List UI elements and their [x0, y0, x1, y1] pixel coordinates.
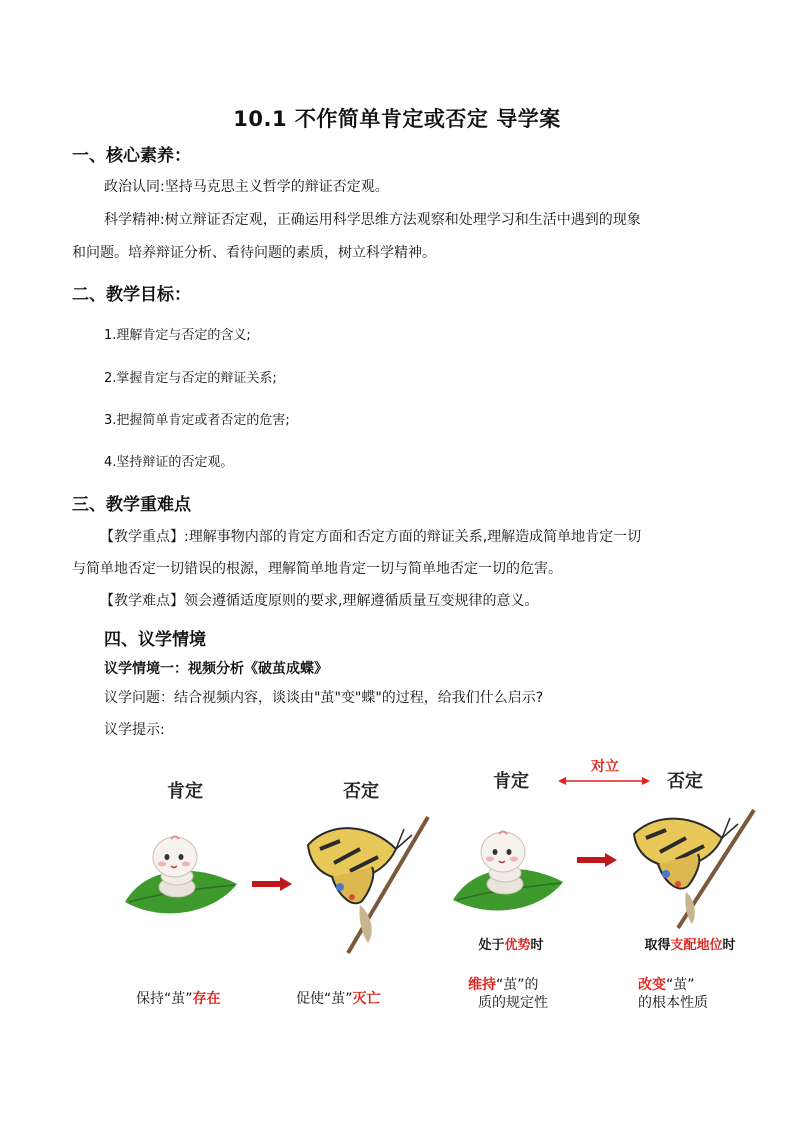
caption-keep-exist	[136, 988, 221, 1008]
caption-maintain-line1	[468, 974, 539, 994]
caption-dominant-b: 优势	[504, 938, 531, 953]
opposition-arrow-icon	[558, 774, 650, 788]
label-opposition: 对立	[591, 759, 619, 775]
caption-promote-perish	[296, 988, 381, 1008]
keypoint-line-1	[100, 527, 641, 547]
section-heading-keypoints: 三、教学重难点	[72, 495, 191, 515]
paragraph-political: 政治认同:坚持马克思主义哲学的辩证否定观。	[104, 179, 389, 195]
caption-maintain-a: 维持	[468, 977, 496, 993]
difficulty-label: 【教学难点】	[100, 593, 184, 609]
difficulty-text: 领会遵循适度原则的要求,理解遵循质量互变规律的意义。	[184, 593, 539, 609]
caption-promote-b: 灭亡	[352, 991, 381, 1007]
label-negate-left: 否定	[343, 781, 379, 802]
caption-control-a: 取得	[644, 938, 671, 953]
caption-control-b: 支配地位	[670, 938, 723, 953]
label-negate-right: 否定	[667, 771, 703, 792]
goal-item-4: 4.坚持辩证的否定观。	[104, 455, 234, 470]
page-title: 10.1 不作简单肯定或否定 导学案	[233, 107, 561, 131]
paragraph-science-2: 和问题。培养辩证分析、看待问题的素质，树立科学精神。	[72, 245, 436, 261]
cocoon-leaf-illustration-right	[445, 808, 570, 918]
caption-dominant-c: 时	[530, 938, 544, 953]
caption-control	[630, 934, 750, 953]
caption-change-line2: 的根本性质	[638, 995, 708, 1011]
arrow-right-icon	[252, 877, 292, 891]
section-heading-core: 一、核心素养：	[72, 146, 191, 166]
caption-promote-a: 促使“茧”	[296, 991, 353, 1007]
key-text-1: :理解事物内部的肯定方面和否定方面的辩证关系,理解造成简单地肯定一切	[184, 529, 642, 545]
caption-keep-a: 保持“茧”	[136, 991, 193, 1007]
paragraph-science-1: 科学精神:树立辩证否定观，正确运用科学思维方法观察和处理学习和生活中遇到的现象	[104, 212, 641, 228]
arrow-right-icon-2	[577, 853, 617, 867]
caption-change-b: “茧”	[666, 977, 695, 993]
caption-maintain-line2: 质的规定性	[478, 995, 548, 1011]
situation-one: 议学情境一：视频分析《破茧成蝶》	[104, 661, 328, 677]
caption-maintain-b: “茧”的	[496, 977, 539, 993]
goal-item-2: 2.掌握肯定与否定的辩证关系;	[104, 371, 277, 386]
caption-control-c: 时	[722, 938, 736, 953]
goal-item-3: 3.把握简单肯定或者否定的危害;	[104, 413, 290, 428]
difficulty-line	[100, 591, 538, 611]
label-affirm-left: 肯定	[167, 781, 203, 802]
caption-keep-b: 存在	[192, 991, 221, 1007]
caption-dominant	[466, 934, 556, 953]
key-label: 【教学重点】	[100, 529, 184, 545]
section-heading-goals: 二、教学目标：	[72, 285, 191, 305]
caption-change-line1	[638, 974, 695, 994]
keypoint-line-2: 与简单地否定一切错误的根源，理解简单地肯定一切与简单地否定一切的危害。	[72, 561, 562, 577]
section-heading-situation: 四、议学情境	[104, 630, 206, 650]
discussion-hint: 议学提示:	[104, 722, 165, 738]
butterfly-illustration-left	[300, 805, 430, 955]
discussion-question: 议学问题：结合视频内容，谈谈由"茧"变"蝶"的过程，给我们什么启示?	[104, 690, 544, 706]
caption-change-a: 改变	[638, 977, 666, 993]
caption-dominant-a: 处于	[478, 938, 505, 953]
label-affirm-right: 肯定	[493, 771, 529, 792]
cocoon-leaf-illustration-left	[115, 812, 245, 922]
butterfly-illustration-right	[628, 800, 756, 930]
goal-item-1: 1.理解肯定与否定的含义;	[104, 328, 251, 343]
